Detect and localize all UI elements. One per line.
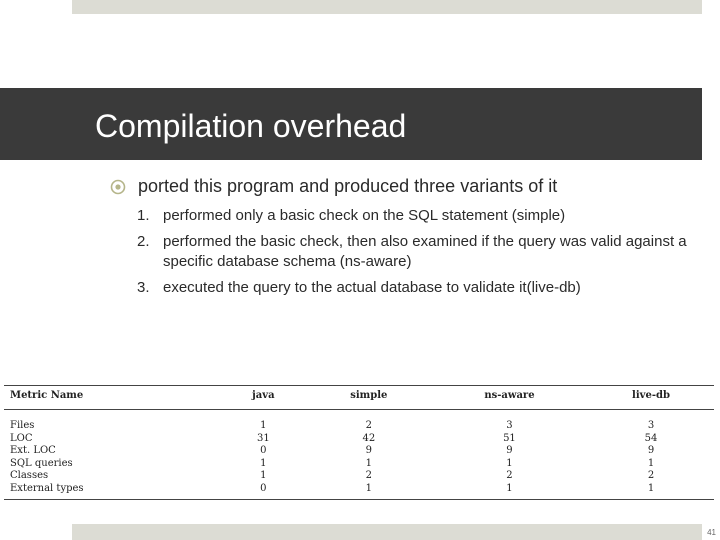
sub-item: [137, 232, 697, 272]
header-live-db: live-db: [588, 386, 714, 410]
table-cell: LOC: [10, 432, 33, 444]
table-cell: 54: [644, 432, 658, 444]
table-cell: 1: [506, 482, 513, 494]
table-row: [4, 433, 714, 446]
table-spacer: [4, 410, 714, 421]
table-cell: 2: [506, 470, 513, 481]
header-ns-aware: ns-aware: [431, 386, 588, 410]
table-cell: 1: [260, 470, 267, 481]
table-cell: 2: [365, 420, 372, 431]
main-bullet-text: ported this program and produced three variants of it: [138, 176, 558, 196]
top-accent-bar: [72, 0, 702, 14]
table-cell: SQL queries: [10, 457, 73, 469]
table-row: [4, 445, 714, 458]
sub-item-text: performed only a basic check on the SQL statement (simple): [163, 207, 566, 224]
table-cell: 31: [257, 432, 270, 444]
table-cell: 3: [506, 420, 513, 431]
table-header-row: [4, 386, 714, 410]
sub-list: [137, 206, 697, 304]
table-cell: External types: [10, 482, 84, 494]
table-row: [4, 483, 714, 496]
table-cell: 1: [647, 482, 655, 494]
table-cell: 1: [260, 457, 267, 469]
table-cell: 2: [647, 470, 655, 481]
sub-item-text: executed the query to the actual database to validate it(live-db): [163, 279, 581, 296]
table-cell: 1: [647, 457, 655, 469]
table-cell: 9: [647, 445, 655, 456]
main-bullet: [110, 176, 557, 197]
table-cell: 1: [365, 482, 372, 494]
table-cell: 1: [260, 420, 267, 431]
header-metric-name: Metric Name: [4, 386, 220, 410]
sub-item-number: 1.: [137, 207, 150, 224]
target-bullet-icon: [110, 179, 126, 195]
bottom-accent-bar: [72, 524, 702, 540]
metrics-table: [4, 386, 714, 495]
table-cell: 1: [506, 457, 513, 469]
page-number: 41: [707, 528, 716, 537]
table-cell: 51: [503, 432, 516, 444]
table-cell: 3: [647, 420, 655, 431]
table-cell: Classes: [10, 470, 49, 481]
table-row: [4, 420, 714, 433]
table-cell: 9: [365, 445, 372, 456]
header-simple: simple: [307, 386, 431, 410]
sub-item-text: performed the basic check, then also examined if the query was valid against a specific database schema (ns-aware): [163, 233, 687, 270]
table-cell: 0: [260, 445, 267, 456]
table-cell: Files: [10, 420, 35, 431]
table-cell: 9: [506, 445, 513, 456]
table-cell: 42: [362, 432, 376, 444]
sub-item: [137, 206, 697, 226]
slide-title: Compilation overhead: [95, 108, 407, 144]
sub-item-number: 3.: [137, 279, 150, 296]
title-band-edge: [702, 88, 720, 160]
table-row: [4, 470, 714, 483]
sub-item: [137, 278, 697, 298]
table-cell: 1: [365, 457, 372, 469]
table-cell: 2: [365, 470, 372, 481]
table-bottom-rule: [4, 499, 714, 500]
table-row: [4, 458, 714, 471]
sub-item-number: 2.: [137, 233, 150, 250]
header-java: java: [220, 386, 307, 410]
table-cell: 0: [260, 482, 267, 494]
table-cell: Ext. LOC: [10, 445, 56, 456]
